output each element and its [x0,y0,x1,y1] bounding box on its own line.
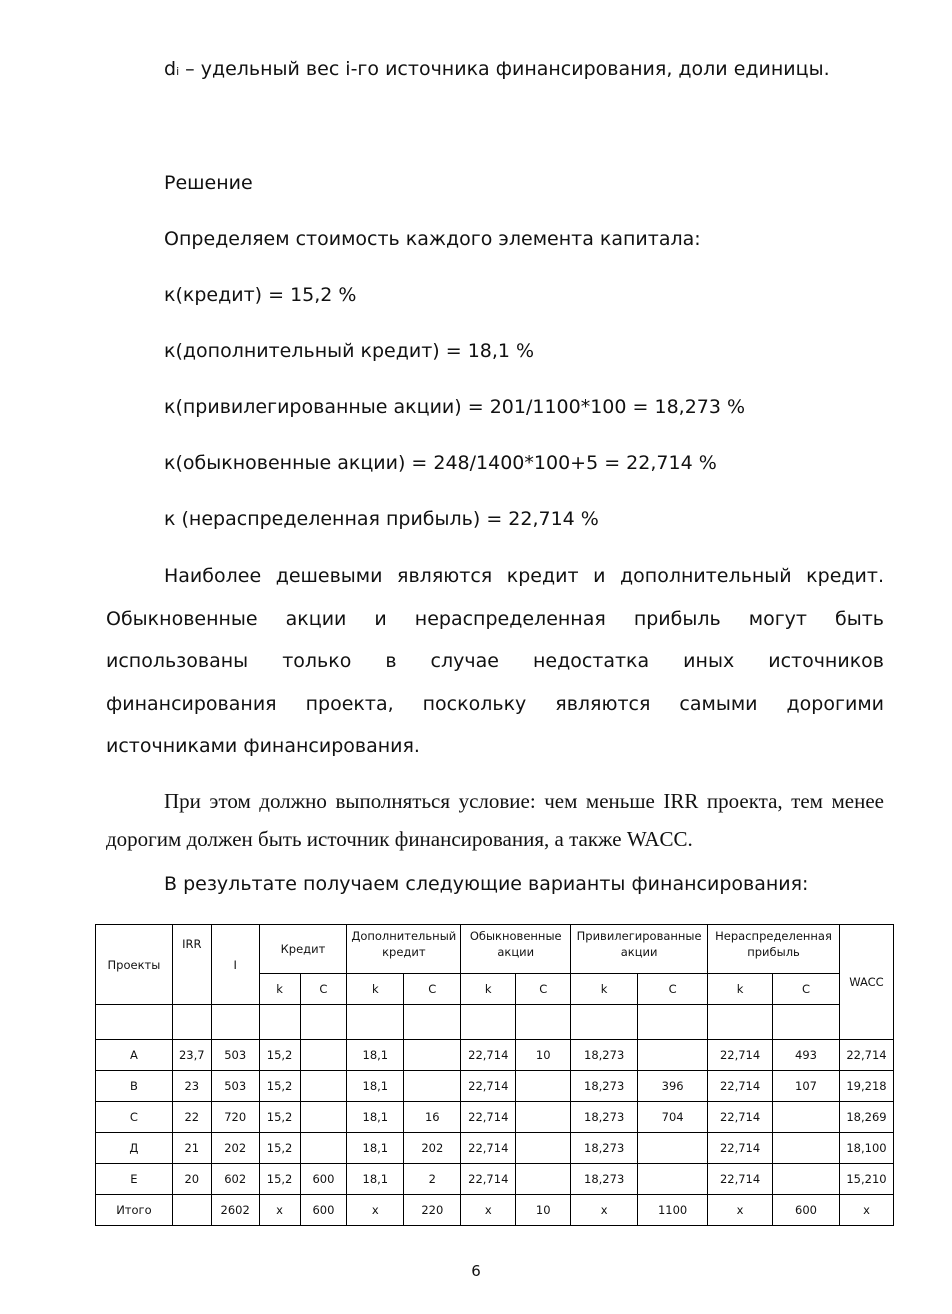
cell-credit-k: 15,2 [259,1102,300,1133]
cell-credit-c [300,1102,347,1133]
cell-preferred-shares-k: 18,273 [571,1133,638,1164]
cell-wacc: 15,210 [839,1164,893,1195]
cell-credit-c [300,1133,347,1164]
subheader-common-shares-k: k [461,974,516,1005]
cell-common-shares-k: 22,714 [461,1071,516,1102]
subheader-retained-earnings-c: C [773,974,840,1005]
cell-common-shares-k: 22,714 [461,1040,516,1071]
header-spacer [516,1005,571,1040]
cell-retained-earnings-c [773,1102,840,1133]
cell-additional-credit-c: 16 [404,1102,461,1133]
cell-common-shares-k: 22,714 [461,1133,516,1164]
cell-preferred-shares-c [638,1164,708,1195]
cell-additional-credit-c: 2 [404,1164,461,1195]
subheader-preferred-shares-k: k [571,974,638,1005]
cell-project: Е [96,1164,173,1195]
cell-preferred-shares-k: х [571,1195,638,1226]
header-spacer [211,1005,259,1040]
cell-credit-k: х [259,1195,300,1226]
cell-common-shares-c [516,1133,571,1164]
cell-i: 720 [211,1102,259,1133]
cell-retained-earnings-c: 600 [773,1195,840,1226]
header-i: I [211,925,259,1005]
cell-retained-earnings-c [773,1164,840,1195]
cell-common-shares-c [516,1102,571,1133]
result-intro: В результате получаем следующие варианты финансирования: [164,873,809,895]
cell-irr: 23 [172,1071,211,1102]
cell-wacc: 18,269 [839,1102,893,1133]
definition-line [164,58,830,80]
cell-credit-k: 15,2 [259,1133,300,1164]
cell-irr [172,1195,211,1226]
header-irr: IRR [172,925,211,1005]
subheader-credit-k: k [259,974,300,1005]
cell-project: В [96,1071,173,1102]
cell-i: 602 [211,1164,259,1195]
cell-irr: 23,7 [172,1040,211,1071]
cell-wacc: 18,100 [839,1133,893,1164]
cell-preferred-shares-k: 18,273 [571,1040,638,1071]
cell-common-shares-c [516,1071,571,1102]
cell-i: 503 [211,1071,259,1102]
cell-credit-k: 15,2 [259,1040,300,1071]
cell-preferred-shares-k: 18,273 [571,1102,638,1133]
cell-credit-c [300,1040,347,1071]
cell-project: Д [96,1133,173,1164]
cell-common-shares-c: 10 [516,1040,571,1071]
cell-common-shares-k: 22,714 [461,1164,516,1195]
cell-preferred-shares-c [638,1040,708,1071]
definition-subscript: i [176,65,180,78]
header-spacer [347,1005,404,1040]
cell-additional-credit-c: 202 [404,1133,461,1164]
paragraph-cheapest-text: Наиболее дешевыми являются кредит и дополнительный кредит. Обыкновенные акции и нераспределенная прибыль могут быть использованы только в случае недостатка иных источников финансирования проекта, поскольку являются самыми дорогими источниками финансирования. [106,565,884,757]
cell-preferred-shares-c: 704 [638,1102,708,1133]
cost-intro: Определяем стоимость каждого элемента капитала: [164,228,701,250]
cell-preferred-shares-k: 18,273 [571,1164,638,1195]
cell-retained-earnings-k: 22,714 [708,1164,773,1195]
subheader-additional-credit-k: k [347,974,404,1005]
cell-retained-earnings-k: 22,714 [708,1040,773,1071]
header-additional-credit: Дополнительный кредит [347,925,461,974]
cell-additional-credit-c [404,1040,461,1071]
subheader-retained-earnings-k: k [708,974,773,1005]
header-spacer [259,1005,300,1040]
cell-additional-credit-k: 18,1 [347,1040,404,1071]
cell-wacc: х [839,1195,893,1226]
header-retained-earnings: Нераспределенная прибыль [708,925,840,974]
definition-variable: d [164,58,177,80]
cell-credit-c [300,1071,347,1102]
cell-retained-earnings-k: х [708,1195,773,1226]
table-row [96,1040,894,1071]
solution-heading: Решение [164,172,253,194]
financing-table [95,924,894,1226]
table-row [96,1071,894,1102]
subheader-credit-c: C [300,974,347,1005]
cell-irr: 20 [172,1164,211,1195]
header-spacer [404,1005,461,1040]
cell-irr: 22 [172,1102,211,1133]
cell-common-shares-c [516,1164,571,1195]
header-spacer [708,1005,773,1040]
header-spacer [638,1005,708,1040]
cell-irr: 21 [172,1133,211,1164]
cell-common-shares-k: 22,714 [461,1102,516,1133]
cell-retained-earnings-k: 22,714 [708,1071,773,1102]
header-spacer [773,1005,840,1040]
cell-additional-credit-k: 18,1 [347,1133,404,1164]
cell-preferred-shares-c: 1100 [638,1195,708,1226]
cell-additional-credit-k: х [347,1195,404,1226]
header-spacer [96,1005,173,1040]
subheader-preferred-shares-c: C [638,974,708,1005]
cost-line-common-shares: к(обыкновенные акции) = 248/1400*100+5 = 22,714 % [164,452,717,474]
header-spacer [172,1005,211,1040]
cell-additional-credit-c: 220 [404,1195,461,1226]
table-body [96,1040,894,1226]
cell-preferred-shares-c [638,1133,708,1164]
cell-additional-credit-c [404,1071,461,1102]
paragraph-condition-text: При этом должно выполняться условие: чем меньше IRR проекта, тем менее дорогим должен быть источник финансирования, а также WACC. [106,789,884,851]
header-common-shares: Обыкновенные акции [461,925,571,974]
cost-line-credit: к(кредит) = 15,2 % [164,284,357,306]
cell-project: Итого [96,1195,173,1226]
cell-wacc: 19,218 [839,1071,893,1102]
cell-common-shares-k: х [461,1195,516,1226]
cell-project: С [96,1102,173,1133]
cell-additional-credit-k: 18,1 [347,1071,404,1102]
cost-line-retained-earnings: к (нераспределенная прибыль) = 22,714 % [164,508,599,530]
cell-credit-k: 15,2 [259,1071,300,1102]
cell-i: 202 [211,1133,259,1164]
cell-retained-earnings-k: 22,714 [708,1133,773,1164]
cell-i: 503 [211,1040,259,1071]
page-number: 6 [471,1262,481,1280]
header-spacer [571,1005,638,1040]
table-row [96,1102,894,1133]
cell-retained-earnings-c: 107 [773,1071,840,1102]
header-preferred-shares: Привилегированные акции [571,925,708,974]
cell-retained-earnings-c [773,1133,840,1164]
cell-additional-credit-k: 18,1 [347,1102,404,1133]
cell-credit-c: 600 [300,1195,347,1226]
header-spacer [300,1005,347,1040]
subheader-common-shares-c: C [516,974,571,1005]
cell-retained-earnings-c: 493 [773,1040,840,1071]
definition-text: – удельный вес i-го источника финансирования, доли единицы. [179,58,830,80]
table-row [96,1164,894,1195]
cell-retained-earnings-k: 22,714 [708,1102,773,1133]
cell-credit-c: 600 [300,1164,347,1195]
cell-additional-credit-k: 18,1 [347,1164,404,1195]
cell-credit-k: 15,2 [259,1164,300,1195]
cell-wacc: 22,714 [839,1040,893,1071]
cell-project: А [96,1040,173,1071]
paragraph-condition [106,782,884,858]
paragraph-cheapest [106,555,884,768]
cell-common-shares-c: 10 [516,1195,571,1226]
cell-preferred-shares-c: 396 [638,1071,708,1102]
header-projects: Проекты [96,925,173,1005]
cost-line-additional-credit: к(дополнительный кредит) = 18,1 % [164,340,535,362]
header-spacer [461,1005,516,1040]
cell-preferred-shares-k: 18,273 [571,1071,638,1102]
table-row [96,1133,894,1164]
cell-i: 2602 [211,1195,259,1226]
header-wacc: WACC [839,925,893,1040]
cost-line-preferred-shares: к(привилегированные акции) = 201/1100*100 = 18,273 % [164,396,746,418]
table-row [96,1195,894,1226]
subheader-additional-credit-c: C [404,974,461,1005]
header-credit: Кредит [259,925,347,974]
